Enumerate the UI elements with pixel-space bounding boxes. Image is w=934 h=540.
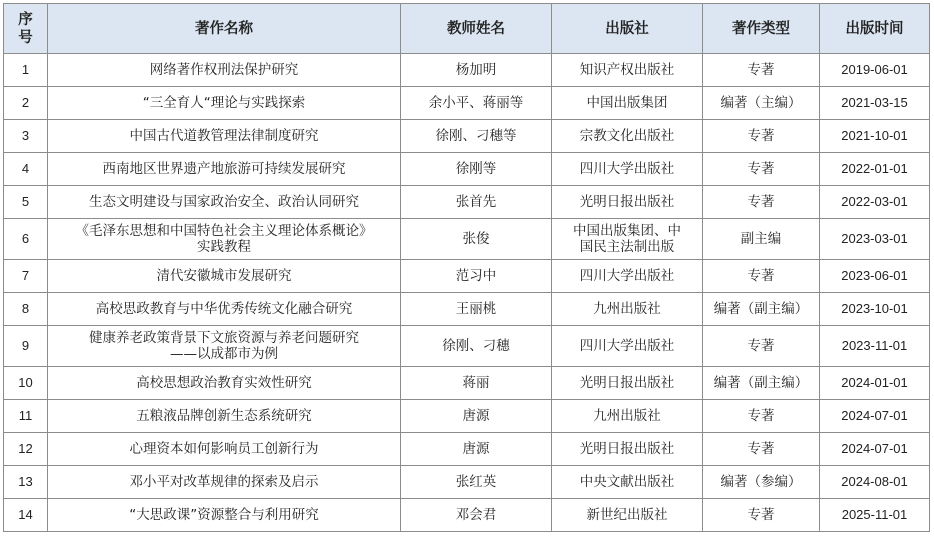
cell-teacher: 张首先 (401, 186, 552, 219)
cell-type: 副主编 (703, 219, 820, 260)
cell-title: 生态文明建设与国家政治安全、政治认同研究 (48, 186, 401, 219)
table-row (4, 54, 930, 87)
table-row (4, 153, 930, 186)
cell-index: 3 (4, 120, 48, 153)
cell-title: 《毛泽东思想和中国特色社会主义理论体系概论》 实践教程 (48, 219, 401, 260)
cell-index: 11 (4, 400, 48, 433)
cell-date: 2022-01-01 (820, 153, 930, 186)
cell-index: 10 (4, 367, 48, 400)
table-row (4, 326, 930, 367)
cell-type: 专著 (703, 153, 820, 186)
cell-title: 网络著作权刑法保护研究 (48, 54, 401, 87)
cell-type: 专著 (703, 120, 820, 153)
cell-index: 2 (4, 87, 48, 120)
cell-publisher: 九州出版社 (552, 293, 703, 326)
header-date: 出版时间 (820, 4, 930, 54)
cell-teacher: 唐源 (401, 433, 552, 466)
cell-publisher: 四川大学出版社 (552, 260, 703, 293)
publications-table (3, 3, 930, 532)
cell-title: “三全育人“理论与实践探索 (48, 87, 401, 120)
cell-teacher: 张红英 (401, 466, 552, 499)
cell-teacher: 范习中 (401, 260, 552, 293)
cell-date: 2023-11-01 (820, 326, 930, 367)
cell-teacher: 余小平、蒋丽等 (401, 87, 552, 120)
cell-index: 14 (4, 499, 48, 532)
table-row (4, 367, 930, 400)
cell-title: 中国古代道教管理法律制度研究 (48, 120, 401, 153)
cell-teacher: 唐源 (401, 400, 552, 433)
cell-title: 高校思政教育与中华优秀传统文化融合研究 (48, 293, 401, 326)
cell-publisher: 中央文献出版社 (552, 466, 703, 499)
cell-index: 7 (4, 260, 48, 293)
table-row (4, 186, 930, 219)
cell-date: 2021-03-15 (820, 87, 930, 120)
cell-index: 5 (4, 186, 48, 219)
header-type: 著作类型 (703, 4, 820, 54)
cell-date: 2024-07-01 (820, 400, 930, 433)
cell-teacher: 徐刚、刁穗 (401, 326, 552, 367)
cell-type: 专著 (703, 326, 820, 367)
table-row (4, 260, 930, 293)
cell-publisher: 四川大学出版社 (552, 326, 703, 367)
cell-index: 4 (4, 153, 48, 186)
cell-date: 2022-03-01 (820, 186, 930, 219)
cell-teacher: 蒋丽 (401, 367, 552, 400)
cell-publisher: 中国出版集团 (552, 87, 703, 120)
cell-type: 专著 (703, 433, 820, 466)
cell-type: 专著 (703, 499, 820, 532)
cell-teacher: 张俊 (401, 219, 552, 260)
cell-publisher: 九州出版社 (552, 400, 703, 433)
table-row (4, 400, 930, 433)
cell-publisher: 光明日报出版社 (552, 433, 703, 466)
cell-type: 编著（参编） (703, 466, 820, 499)
header-teacher: 教师姓名 (401, 4, 552, 54)
table-row (4, 87, 930, 120)
cell-date: 2023-10-01 (820, 293, 930, 326)
cell-date: 2019-06-01 (820, 54, 930, 87)
table-row (4, 293, 930, 326)
cell-index: 12 (4, 433, 48, 466)
cell-index: 13 (4, 466, 48, 499)
cell-type: 编著（副主编） (703, 293, 820, 326)
cell-publisher: 四川大学出版社 (552, 153, 703, 186)
cell-title: “大思政课”资源整合与利用研究 (48, 499, 401, 532)
cell-index: 9 (4, 326, 48, 367)
cell-title: 邓小平对改革规律的探索及启示 (48, 466, 401, 499)
cell-date: 2024-07-01 (820, 433, 930, 466)
cell-publisher: 新世纪出版社 (552, 499, 703, 532)
cell-type: 专著 (703, 54, 820, 87)
cell-teacher: 徐刚、刁穗等 (401, 120, 552, 153)
cell-date: 2025-11-01 (820, 499, 930, 532)
cell-type: 专著 (703, 186, 820, 219)
cell-index: 1 (4, 54, 48, 87)
cell-type: 专著 (703, 260, 820, 293)
cell-type: 编著（副主编） (703, 367, 820, 400)
cell-title: 心理资本如何影响员工创新行为 (48, 433, 401, 466)
cell-index: 6 (4, 219, 48, 260)
cell-title: 西南地区世界遗产地旅游可持续发展研究 (48, 153, 401, 186)
cell-teacher: 王丽桃 (401, 293, 552, 326)
cell-date: 2024-08-01 (820, 466, 930, 499)
cell-title: 高校思想政治教育实效性研究 (48, 367, 401, 400)
cell-publisher: 光明日报出版社 (552, 367, 703, 400)
table-header-row (4, 4, 930, 54)
table-row (4, 120, 930, 153)
cell-teacher: 杨加明 (401, 54, 552, 87)
cell-teacher: 徐刚等 (401, 153, 552, 186)
cell-date: 2023-03-01 (820, 219, 930, 260)
cell-publisher: 知识产权出版社 (552, 54, 703, 87)
cell-title: 健康养老政策背景下文旅资源与养老问题研究 ——以成都市为例 (48, 326, 401, 367)
cell-date: 2021-10-01 (820, 120, 930, 153)
cell-index: 8 (4, 293, 48, 326)
cell-date: 2024-01-01 (820, 367, 930, 400)
header-publisher: 出版社 (552, 4, 703, 54)
cell-type: 专著 (703, 400, 820, 433)
cell-title: 清代安徽城市发展研究 (48, 260, 401, 293)
table-row (4, 499, 930, 532)
header-title: 著作名称 (48, 4, 401, 54)
table-row (4, 219, 930, 260)
cell-title: 五粮液品牌创新生态系统研究 (48, 400, 401, 433)
cell-publisher: 中国出版集团、中 国民主法制出版 (552, 219, 703, 260)
table-row (4, 433, 930, 466)
table-body (4, 54, 930, 532)
table-row (4, 466, 930, 499)
cell-teacher: 邓会君 (401, 499, 552, 532)
cell-publisher: 光明日报出版社 (552, 186, 703, 219)
header-index: 序 号 (4, 4, 48, 54)
cell-publisher: 宗教文化出版社 (552, 120, 703, 153)
cell-type: 编著（主编） (703, 87, 820, 120)
cell-date: 2023-06-01 (820, 260, 930, 293)
